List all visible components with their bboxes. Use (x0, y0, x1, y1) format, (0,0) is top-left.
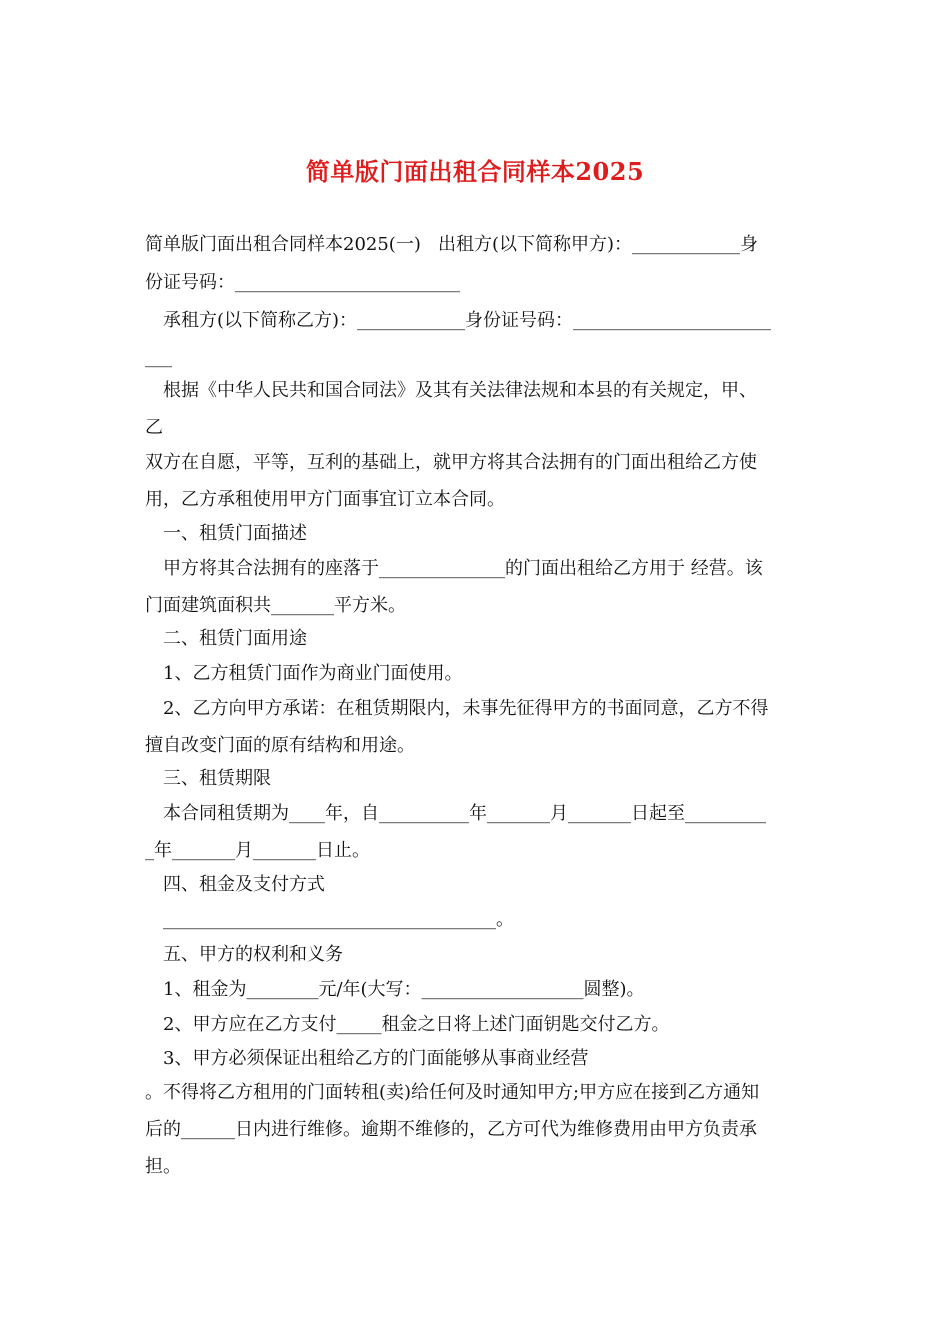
text-line: 1、租金为________元/年(大写：__________________圆整)。 (163, 979, 645, 1000)
text-line: 甲方将其合法拥有的座落于______________的门面出租给乙方用于 经营。该 (163, 558, 763, 579)
text-line: 3、甲方必须保证出租给乙方的门面能够从事商业经营 (163, 1048, 589, 1069)
text-line: _年_______月_______日止。 (145, 840, 370, 861)
text-line: 用，乙方承租使用甲方门面事宜订立本合同。 (145, 489, 505, 510)
text-line: ___ (145, 347, 172, 368)
section-heading: 五、甲方的权利和义务 (163, 944, 343, 965)
section-heading: 二、租赁门面用途 (163, 628, 307, 649)
text-line: 承租方(以下简称乙方)：____________身份证号码：______________________ (163, 310, 772, 331)
text-line: 根据《中华人民共和国合同法》及其有关法律法规和本县的有关规定，甲、 (163, 380, 757, 401)
text-line: 。不得将乙方租用的门面转租(卖)给任何及时通知甲方;甲方应在接到乙方通知 (145, 1082, 760, 1103)
text-line: 双方在自愿，平等，互利的基础上，就甲方将其合法拥有的门面出租给乙方使 (145, 452, 757, 473)
text-line: 本合同租赁期为____年，自__________年_______月_______日起至_________ (163, 803, 766, 824)
text-line: 后的______日内进行维修。逾期不维修的，乙方可代为维修费用由甲方负责承 (145, 1119, 757, 1140)
text-line: _____________________________________。 (163, 909, 514, 930)
text-line: 2、甲方应在乙方支付_____租金之日将上述门面钥匙交付乙方。 (163, 1014, 670, 1035)
text-line: 2、乙方向甲方承诺：在租赁期限内，未事先征得甲方的书面同意，乙方不得 (163, 698, 769, 719)
section-heading: 三、租赁期限 (163, 768, 271, 789)
section-heading: 四、租金及支付方式 (163, 874, 325, 895)
text-line: 1、乙方租赁门面作为商业门面使用。 (163, 663, 463, 684)
text-line: 乙 (145, 417, 163, 438)
text-line: 份证号码：_________________________ (145, 272, 460, 293)
text-line: 擅自改变门面的原有结构和用途。 (145, 735, 415, 756)
text-line: 简单版门面出租合同样本2025(一) 出租方(以下简称甲方)：____________身 (145, 234, 759, 255)
section-heading: 一、租赁门面描述 (163, 523, 307, 544)
text-line: 担。 (145, 1156, 181, 1177)
page-title: 简单版门面出租合同样本2025 (305, 157, 645, 186)
text-line: 门面建筑面积共_______平方米。 (145, 595, 406, 616)
